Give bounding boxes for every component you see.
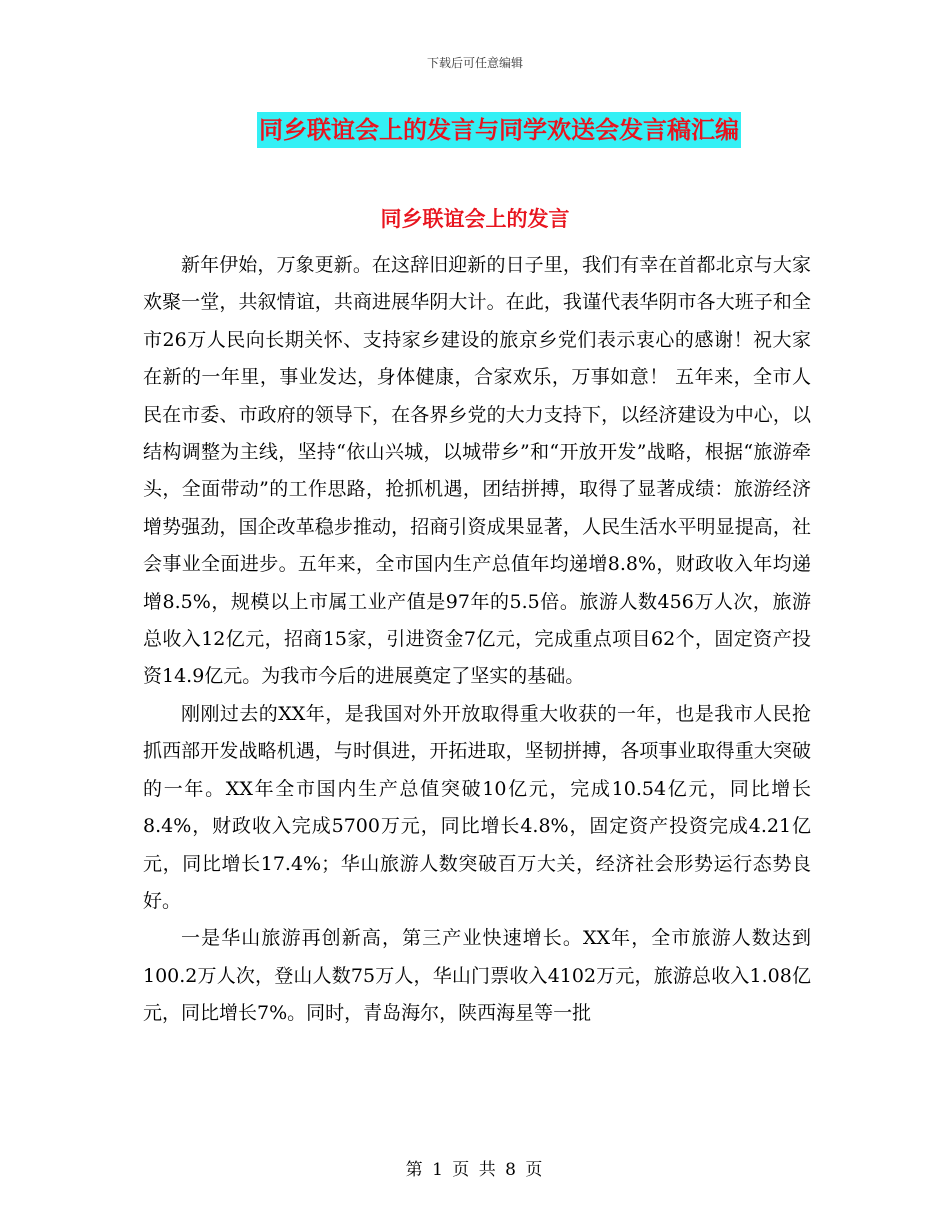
section-title: 同乡联谊会上的发言 [380,207,570,231]
main-title: 同乡联谊会上的发言与同学欢送会发言稿汇编 [257,112,741,148]
header-note: 下载后可任意编辑 [426,56,523,70]
paragraph: 刚刚过去的XX年，是我国对外开放取得重大收获的一年，也是我市人民抢抓西部开发战略机遇，与时俱进，开拓进取，坚韧拼搏，各项事业取得重大突破的一年。XX年全市国内生产总值突破10亿元，完成10.54亿元，同比增长8.4%，财政收入完成5700万元，同比增长4.8%，固定资产投资完成4.21亿元，同比增长17.4%；华山旅游人数突破百万大关，经济社会形势运行态势良好。 [143,702,811,912]
page-footer: 第 1 页 共 8 页 [405,1160,545,1180]
paragraph: 一是华山旅游再创新高，第三产业快速增长。XX年，全市旅游人数达到100.2万人次，登山人数75万人，华山门票收入4102万元，旅游总收入1.08亿元，同比增长7%。同时，青岛海尔，陕西海星等一批 [143,927,811,1025]
body-text [143,247,811,1033]
main-title-container [0,112,950,148]
paragraph: 新年伊始，万象更新。在这辞旧迎新的日子里，我们有幸在首都北京与大家欢聚一堂，共叙情谊，共商进展华阴大计。在此，我谨代表华阴市各大班子和全市26万人民向长期关怀、支持家乡建设的旅京乡党们表示衷心的感谢！祝大家在新的一年里，事业发达，身体健康，合家欢乐，万事如意！ 五年来，全市人民在市委、市政府的领导下，在各界乡党的大力支持下，以经济建设为中心，以结构调整为主线，坚持“依山兴城，以城带乡”和“开放开发”战略，根据“旅游牵头，全面带动”的工作思路，抢抓机遇，团结拼搏，取得了显著成绩：旅游经济增势强劲，国企改革稳步推动，招商引资成果显著，人民生活水平明显提高，社会事业全面进步。五年来，全市国内生产总值年均递增8.8%，财政收入年均递增8.5%，规模以上市属工业产值是97年的5.5倍。旅游人数456万人次，旅游总收入12亿元，招商15家，引进资金7亿元，完成重点项目62个，固定资产投资14.9亿元。为我市今后的进展奠定了坚实的基础。 [143,254,811,688]
